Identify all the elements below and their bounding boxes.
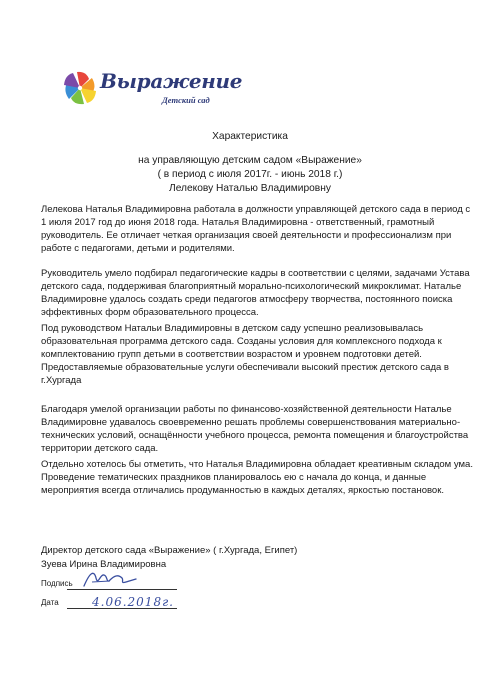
date-label: Дата [41, 598, 59, 607]
document-title: Характеристика [212, 131, 288, 142]
signature-label: Подпись [41, 579, 73, 588]
logo-brand-text: Выражение [100, 69, 243, 93]
heading-line-1: на управляющую детским садом «Выражение» [138, 155, 362, 166]
handwritten-signature [80, 566, 140, 592]
pinwheel-logo-icon [60, 68, 100, 108]
kindergarten-logo [60, 68, 243, 112]
logo-subtitle: Детский сад [162, 95, 210, 105]
body-paragraph-3: Под руководством Натальи Владимировны в детском саду успешно реализовывалась образовательная программа детского сада. Созданы условия для комплексного подхода к комплектованию групп детьми в соответствии возрастом и уровнем подготовки детей. Предоставляемые образовательные услуги обеспечивали высокий престиж детского сада в г.Хургада [41, 323, 449, 386]
handwritten-date: 4.06.2018г. [92, 595, 174, 609]
body-paragraph-5: Отдельно хотелось бы отметить, что Наталья Владимировна обладает креативным складом ума. Проведение тематических праздников планировалось ею с начала до конца, и данные мероприятия всегда отличались продуманностью в каждых деталях, яркостью постановок. [41, 459, 473, 496]
body-paragraph-4: Благодаря умелой организации работы по финансово-хозяйственной деятельности Наталье Владимировне удавалось своевременно решать проблемы совершенствования материально-технических условий, оснащённости учебного процесса, ремонта помещения и благоустройства территории детского сада. [41, 404, 469, 454]
director-title: Директор детского сада «Выражение» ( г.Хургада, Египет) [41, 545, 298, 556]
heading-line-3: Лелекову Наталью Владимировну [169, 183, 331, 194]
heading-line-2: ( в период с июля 2017г. - июнь 2018 г.) [157, 169, 343, 180]
director-name: Зуева Ирина Владимировна [41, 559, 167, 570]
body-paragraph-2: Руководитель умело подбирал педагогические кадры в соответствии с целями, задачами Устава детского сада, поддерживая благоприятный морально-психологический микроклимат. Наталье Владимировне удалось создать среди педагогов атмосферу творчества, постоянного поиска эффективных форм образовательного процесса. [41, 268, 470, 318]
body-paragraph-1: Лелекова Наталья Владимировна работала в должности управляющей детского сада в период с 1 июля 2017 год до июня 2018 года. Наталья Владимировна - ответственный, грамотный руководитель. Ее отличает четкая организация своей деятельности и профессионализм при работе с педагогами, детьми и родителями. [41, 204, 471, 254]
